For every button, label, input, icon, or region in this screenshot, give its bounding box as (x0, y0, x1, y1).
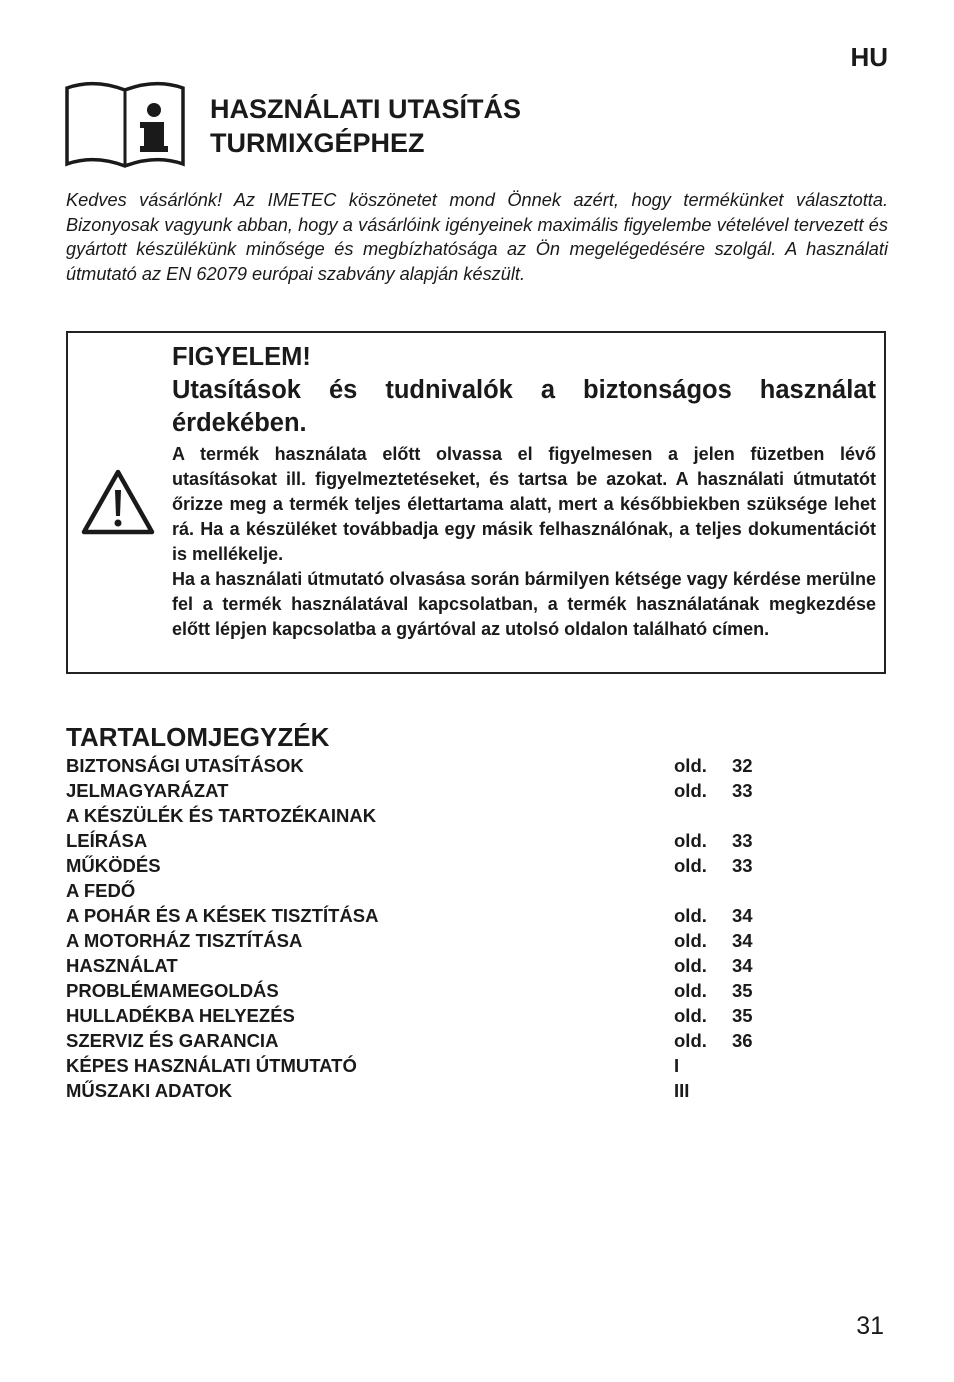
toc-old: old. (674, 755, 707, 776)
toc-row (66, 878, 786, 903)
toc-row (66, 1053, 786, 1078)
toc-row (66, 928, 786, 953)
warning-paragraph-2: Ha a használati útmutató olvasása során bármilyen kétsége vagy kérdése merülne fel a termék használatával kapcsolatban, a termék használatának megkezdése előtt lépjen kapcsolatba a gyártóval az utolsó oldalon található címen. (172, 569, 876, 639)
toc-old: III (674, 1080, 690, 1101)
toc-page: 32 (732, 755, 753, 776)
toc-label: JELMAGYARÁZAT (66, 780, 229, 801)
language-code: HU (850, 42, 888, 72)
toc-page: 35 (732, 1005, 753, 1026)
info-manual-icon (64, 80, 186, 168)
intro-paragraph: Kedves vásárlónk! Az IMETEC köszönetet mond Önnek azért, hogy termékünket választotta. Bizonyosak vagyunk abban, hogy a vásárlóink igényeinek maximális figyelembe vételével tervezett és gyártott készülékünk minősége és megbízhatósága az Ön megelégedésére szolgál. A használati útmutató az EN 62079 európai szabvány alapján készült. (66, 190, 888, 284)
toc-old: I (674, 1055, 680, 1076)
toc-old: old. (674, 980, 707, 1001)
toc-old: old. (674, 955, 707, 976)
toc-label: MŰKÖDÉS (66, 855, 161, 876)
toc-label: LEÍRÁSA (66, 830, 148, 851)
toc-row (66, 828, 786, 853)
warning-text (172, 341, 876, 642)
toc-old: old. (674, 930, 707, 951)
toc-label: A KÉSZÜLÉK ÉS TARTOZÉKAINAK (66, 805, 377, 826)
toc-page: 33 (732, 855, 753, 876)
toc-old: old. (674, 855, 707, 876)
toc-row (66, 903, 786, 928)
toc-old: old. (674, 1030, 707, 1051)
toc-title: TARTALOMJEGYZÉK (66, 722, 330, 752)
toc-page: 35 (732, 980, 753, 1001)
toc-page: 33 (732, 780, 753, 801)
toc-page: 36 (732, 1030, 753, 1051)
document-title (210, 92, 521, 160)
toc-label: KÉPES HASZNÁLATI ÚTMUTATÓ (66, 1055, 357, 1076)
warning-paragraph-1: A termék használata előtt olvassa el figyelmesen a jelen füzetben lévő utasításokat ill. figyelmeztetéseket, és tartsa be azokat. A használati útmutatót őrizze meg a termék teljes élettartama alatt, mert a későbbiekben szüksége lehet rá. Ha a készüléket továbbadja egy másik felhasználónak, a teljes dokumentációt is mellékelje. (172, 444, 876, 564)
toc-row (66, 1078, 786, 1103)
table-of-contents (66, 753, 786, 1103)
warning-triangle-icon (80, 468, 156, 538)
toc-page: 34 (732, 930, 753, 951)
toc-label: BIZTONSÁGI UTASÍTÁSOK (66, 755, 304, 776)
toc-label: MŰSZAKI ADATOK (66, 1080, 233, 1101)
toc-old: old. (674, 780, 707, 801)
toc-row (66, 953, 786, 978)
toc-row (66, 1028, 786, 1053)
toc-label: A MOTORHÁZ TISZTÍTÁSA (66, 930, 303, 951)
toc-page: 34 (732, 905, 753, 926)
toc-label: A POHÁR ÉS A KÉSEK TISZTÍTÁSA (66, 905, 379, 926)
page-number: 31 (856, 1312, 884, 1340)
toc-old: old. (674, 905, 707, 926)
toc-label: HASZNÁLAT (66, 955, 178, 976)
toc-row (66, 753, 786, 778)
warning-body (172, 442, 876, 642)
toc-row (66, 1003, 786, 1028)
title-line-1: HASZNÁLATI UTASÍTÁS (210, 94, 521, 124)
warning-box (66, 331, 886, 674)
toc-row (66, 803, 786, 828)
toc-page: 33 (732, 830, 753, 851)
toc-row (66, 778, 786, 803)
toc-label: PROBLÉMAMEGOLDÁS (66, 980, 279, 1001)
warning-subheading: Utasítások és tudnivalók a biztonságos használat érdekében. (172, 376, 876, 437)
toc-label: HULLADÉKBA HELYEZÉS (66, 1005, 295, 1026)
toc-page: 34 (732, 955, 753, 976)
toc-old: old. (674, 830, 707, 851)
toc-row (66, 978, 786, 1003)
toc-label: SZERVIZ ÉS GARANCIA (66, 1030, 279, 1051)
toc-row (66, 853, 786, 878)
toc-old: old. (674, 1005, 707, 1026)
title-line-2: TURMIXGÉPHEZ (210, 128, 425, 158)
warning-heading: FIGYELEM! (172, 343, 311, 371)
toc-label: A FEDŐ (66, 880, 136, 901)
